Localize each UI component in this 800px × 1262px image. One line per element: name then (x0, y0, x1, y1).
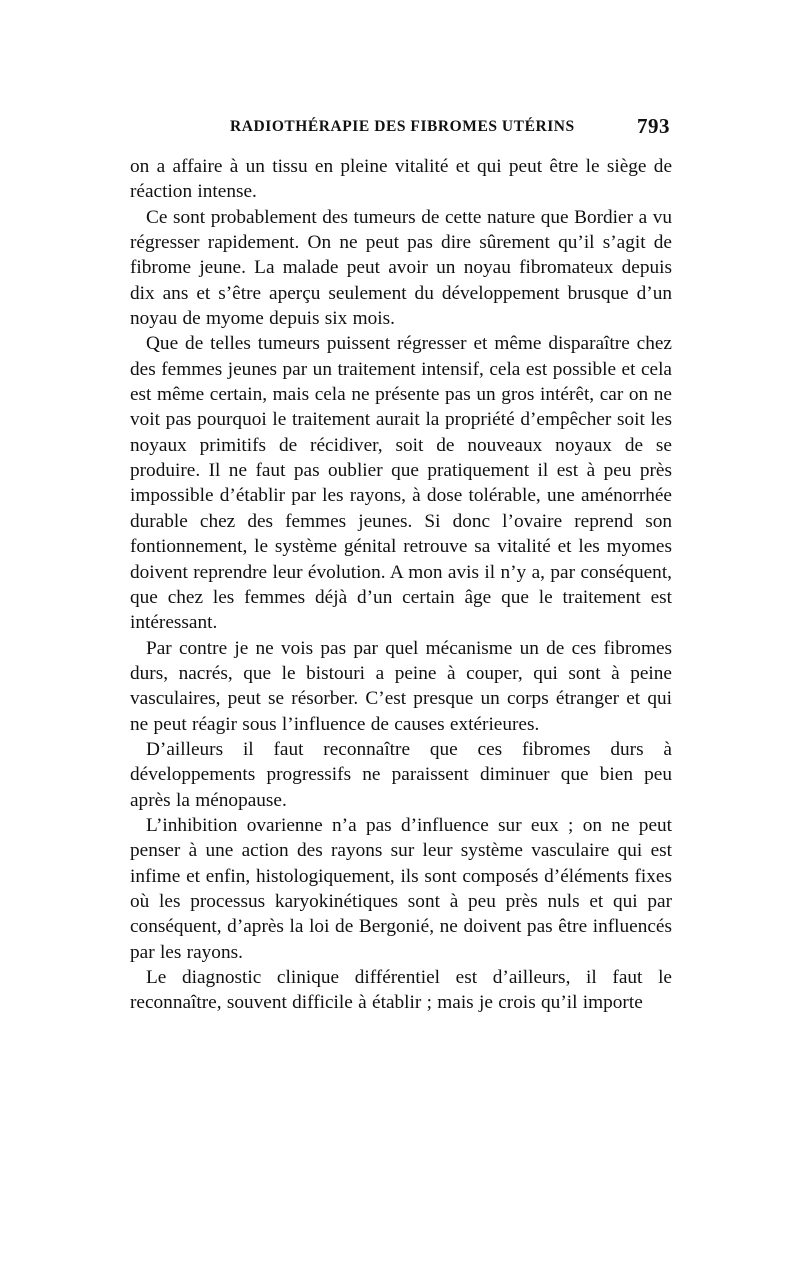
running-head (130, 114, 670, 142)
paragraph-ovarian-inhibition: L’inhibition ovarienne n’a pas d’influence sur eux ; on ne peut penser à une action des rayons sur leur système vasculaire qui est infime et enfin, histologiquement, ils sont composés d’éléments fixes où les processus karyokinétiques sont à peu près nuls et qui par conséquent, d’après la loi de Bergonié, ne doivent pas être influencés par les rayons. (130, 814, 672, 963)
running-title: RADIOTHÉRAPIE DES FIBROMES UTÉRINS (230, 118, 575, 135)
paragraph-diagnosis: Le diagnostic clinique différentiel est d’ailleurs, il faut le reconnaître, souvent difficile à établir ; mais je crois qu’il importe (130, 967, 672, 1014)
paragraph-hard-fibromas: Par contre je ne vois pas par quel mécanisme un de ces fibromes durs, nacrés, que le bistouri a peine à couper, qui sont à peine vasculaires, peut se résorber. C’est presque un corps étranger et qui ne peut réagir sous l’influence de causes extérieures. (130, 637, 672, 735)
paragraph-young-women: Que de telles tumeurs puissent régresser et même disparaître chez des femmes jeunes par un traitement intensif, cela est possible et cela est même certain, mais cela ne présente pas un gros intérêt, car on ne voit pas pourquoi le traitement aurait la propriété d’empêcher soit les noyaux primitifs de récidiver, soit de nouveaux noyaux de se produire. Il ne faut pas oublier que pratiquement il est à peu près impossible d’établir par les rayons, à dose tolérable, une aménorrhée durable chez des femmes jeunes. Si donc l’ovaire reprend son fontionnement, le système génital retrouve sa vitalité et les myomes doivent reprendre leur évolution. A mon avis il n’y a, par conséquent, que chez les femmes déjà d’un certain âge que le traitement est intéressant. (130, 333, 672, 634)
body-text (130, 154, 672, 1016)
paragraph-continuation: on a affaire à un tissu en pleine vitalité et qui peut être le siège de réaction intense. (130, 156, 672, 203)
paragraph-bordier: Ce sont probablement des tumeurs de cette nature que Bordier a vu régresser rapidement. On ne peut pas dire sûrement qu’il s’agit de fibrome jeune. La malade peut avoir un noyau fibromateux depuis dix ans et s’être aperçu seulement du développement brusque d’un noyau de myome depuis six mois. (130, 206, 672, 330)
paragraph-menopause: D’ailleurs il faut reconnaître que ces fibromes durs à développements progressifs ne paraissent diminuer que bien peu après la ménopause. (130, 738, 672, 811)
page-number: 793 (637, 114, 670, 138)
